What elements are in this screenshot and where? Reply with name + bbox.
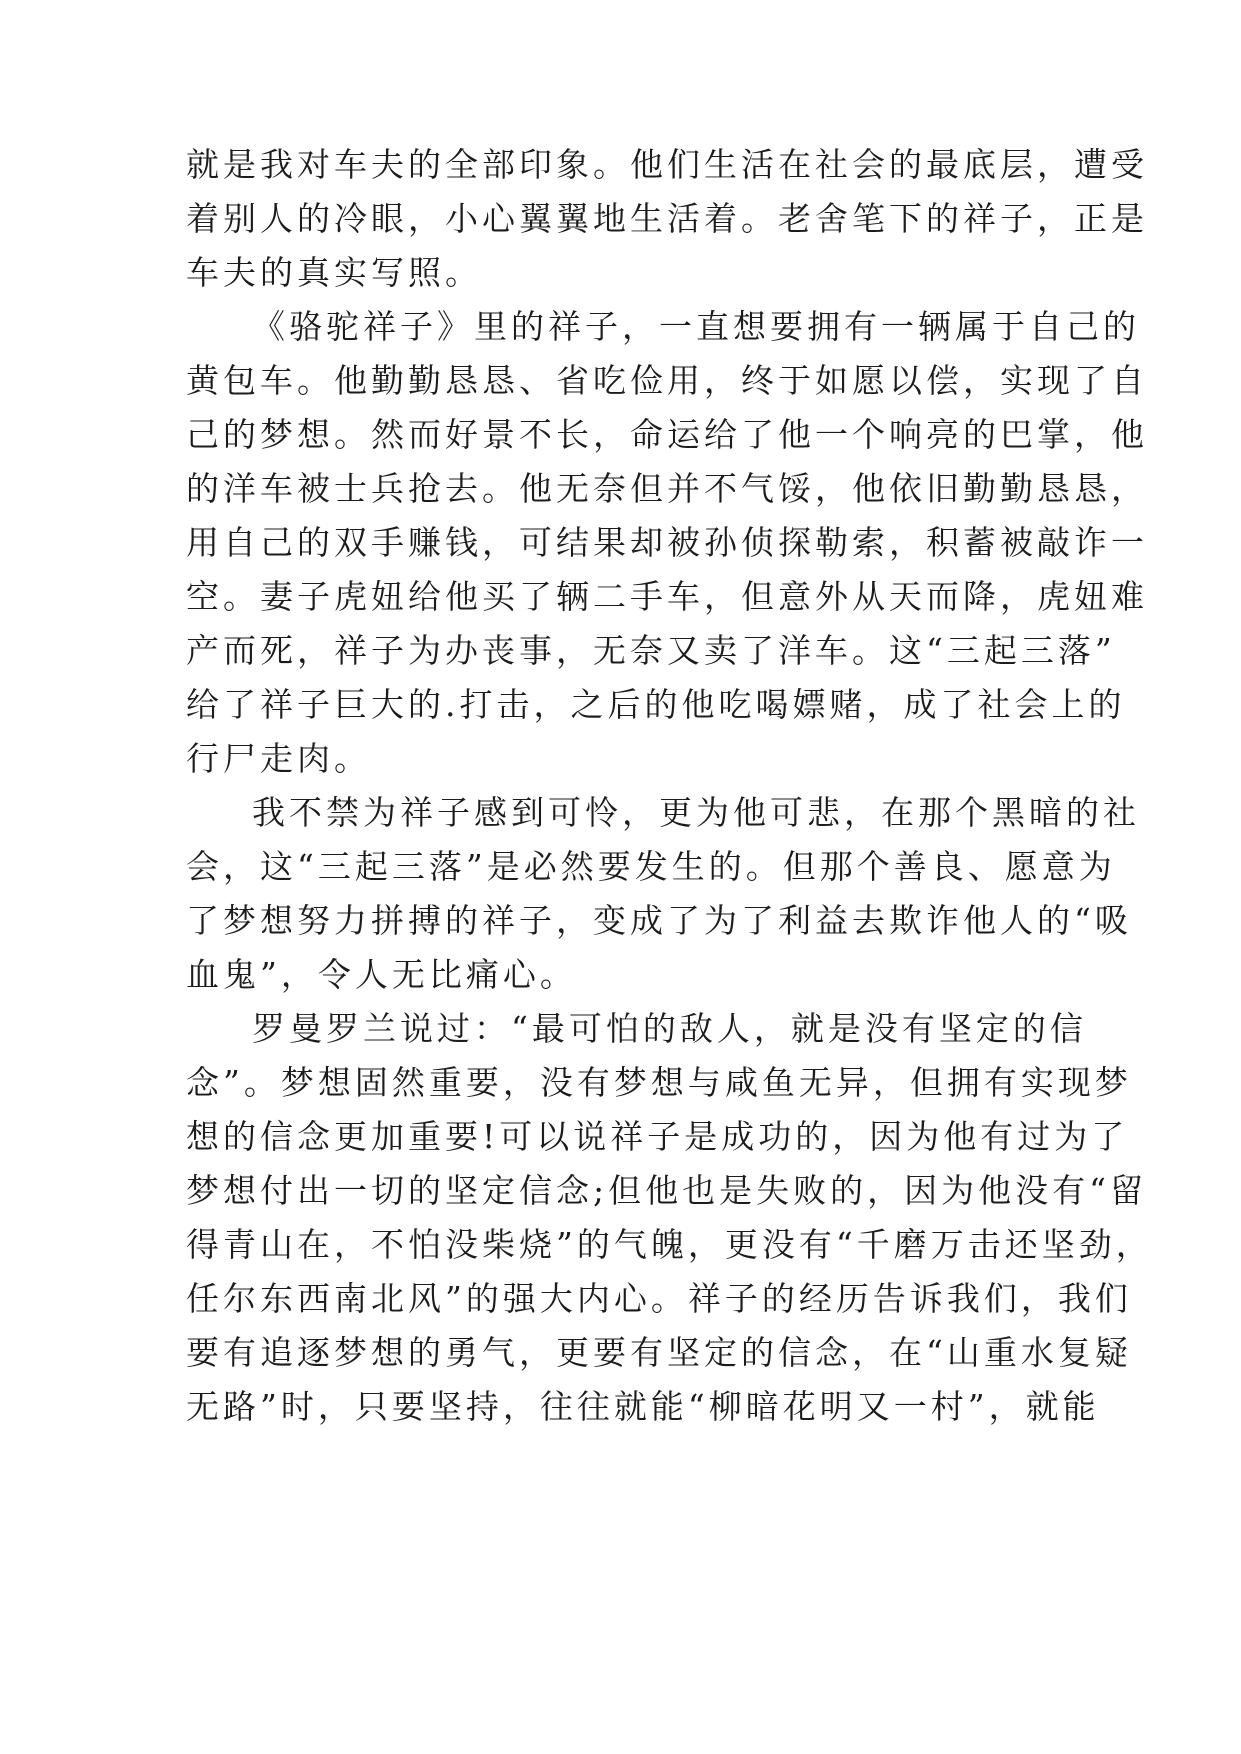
text-line: 着别人的冷眼，小心翼翼地生活着。老舍笔下的祥子，正是 [186,199,1148,238]
text-line: 我不禁为祥子感到可怜，更为他可悲，在那个黑暗的社 [252,793,1140,832]
text-line: 用自己的双手赚钱，可结果却被孙侦探勒索，积蓄被敲诈一 [186,523,1148,562]
body-text [186,138,1153,1434]
text-line: 会，这“三起三落”是必然要发生的。但那个善良、愿意为 [186,847,1116,886]
text-line: 给了祥子巨大的.打击，之后的他吃喝嫖赌，成了社会上的 [186,685,1126,724]
text-line: 空。妻子虎妞给他买了辆二手车，但意外从天而降，虎妞难 [186,577,1148,616]
text-line: 车夫的真实写照。 [186,253,482,292]
text-line: 《骆驼祥子》里的祥子，一直想要拥有一辆属于自己的 [252,307,1140,346]
text-line: 无路”时，只要坚持，往往就能“柳暗花明又一村”，就能 [186,1387,1100,1426]
text-line: 任尔东西南北风”的强大内心。祥子的经历告诉我们，我们 [186,1279,1132,1318]
text-line: 要有追逐梦想的勇气，更要有坚定的信念，在“山重水复疑 [186,1333,1132,1372]
text-line: 想的信念更加重要!可以说祥子是成功的，因为他有过为了 [186,1117,1129,1156]
text-line: 了梦想努力拼搏的祥子，变成了为了利益去欺诈他人的“吸 [186,901,1132,940]
text-line: 行尸走肉。 [186,739,371,778]
text-line: 血鬼”，令人无比痛心。 [186,955,577,994]
text-line: 产而死，祥子为办丧事，无奈又卖了洋车。这“三起三落” [186,631,1116,670]
text-line: 黄包车。他勤勤恳恳、省吃俭用，终于如愿以偿，实现了自 [186,361,1148,400]
text-line: 己的梦想。然而好景不长，命运给了他一个响亮的巴掌，他 [186,415,1148,454]
text-line: 梦想付出一切的坚定信念;但他也是失败的，因为他没有“留 [186,1171,1147,1210]
text-line: 得青山在，不怕没柴烧”的气魄，更没有“千磨万击还坚劲， [186,1225,1153,1264]
text-line: 的洋车被士兵抢去。他无奈但并不气馁，他依旧勤勤恳恳， [186,469,1148,508]
text-line: 就是我对车夫的全部印象。他们生活在社会的最底层，遭受 [186,145,1148,184]
text-line: 念”。梦想固然重要，没有梦想与咸鱼无异，但拥有实现梦 [186,1063,1132,1102]
text-line: 罗曼罗兰说过：“最可怕的敌人，就是没有坚定的信 [252,1009,1087,1048]
